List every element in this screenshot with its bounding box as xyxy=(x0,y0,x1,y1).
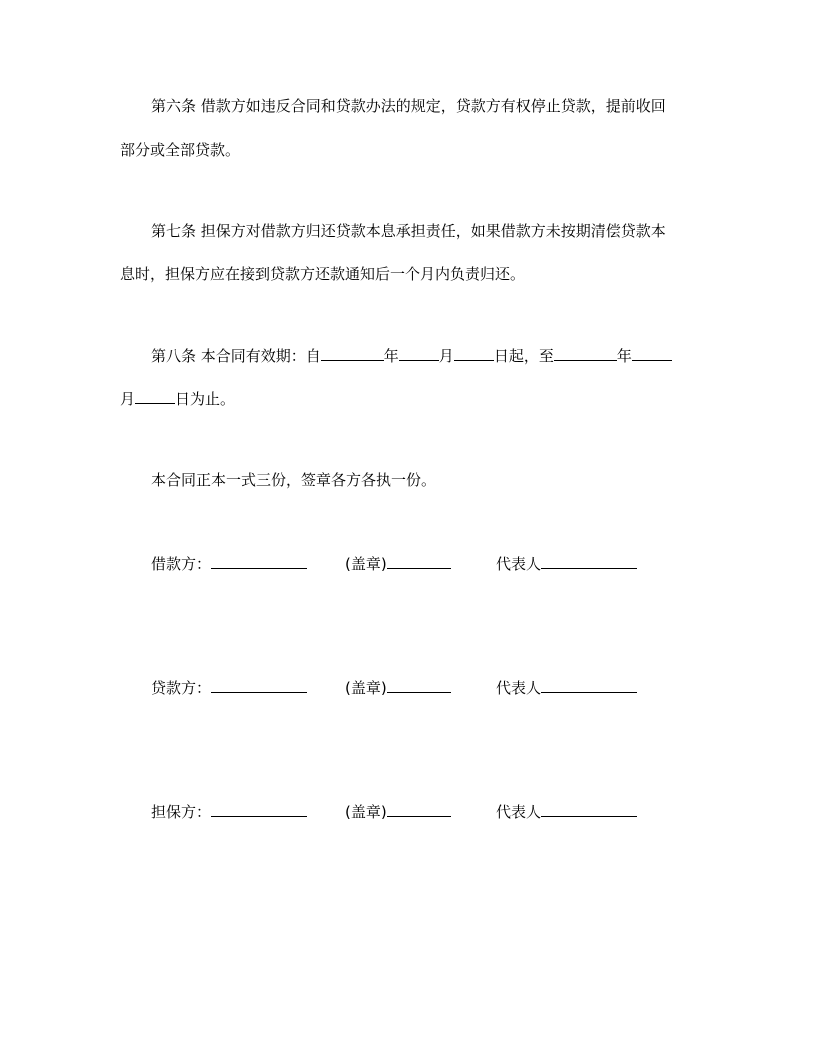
guarantor-seal-blank xyxy=(387,801,451,817)
borrower-label: 借款方： xyxy=(151,555,212,573)
lender-seal-blank xyxy=(387,677,451,693)
article-8-line-1 xyxy=(151,345,672,366)
end-year-blank xyxy=(554,345,617,361)
article-7-line-2: 息时，担保方应在接到贷款方还款通知后一个月内负责归还。 xyxy=(120,265,526,283)
guarantor-rep-blank xyxy=(541,801,637,817)
lender-seal xyxy=(345,677,451,698)
borrower-rep-blank xyxy=(541,553,637,569)
article-8-day-1: 日起，至 xyxy=(493,347,554,365)
borrower-rep xyxy=(496,553,637,574)
borrower-seal-label: (盖章) xyxy=(345,555,387,573)
borrower-name-blank xyxy=(211,553,307,569)
article-8-line-2 xyxy=(120,388,235,409)
start-year-blank xyxy=(321,345,384,361)
article-8-end: 日为止。 xyxy=(175,390,236,408)
guarantor-label: 担保方： xyxy=(151,803,212,821)
article-8-month-2: 月 xyxy=(120,390,136,408)
end-month-blank-1 xyxy=(632,345,672,361)
start-month-blank xyxy=(399,345,439,361)
lender-label: 贷款方： xyxy=(151,679,212,697)
article-8-month-1: 月 xyxy=(438,347,454,365)
guarantor-party xyxy=(151,801,307,822)
guarantor-seal-label: (盖章) xyxy=(345,803,387,821)
end-day-blank xyxy=(135,388,175,404)
copies-note: 本合同正本一式三份，签章各方各执一份。 xyxy=(151,471,437,489)
guarantor-seal xyxy=(345,801,451,822)
lender-rep xyxy=(496,677,637,698)
article-6-line-1: 第六条 借款方如违反合同和贷款办法的规定，贷款方有权停止贷款，提前收回 xyxy=(151,97,666,115)
lender-party xyxy=(151,677,307,698)
article-7-line-1: 第七条 担保方对借款方归还贷款本息承担责任，如果借款方未按期清偿贷款本 xyxy=(151,222,666,240)
start-day-blank xyxy=(454,345,494,361)
guarantor-rep-label: 代表人 xyxy=(496,803,542,821)
article-6-line-2: 部分或全部贷款。 xyxy=(120,141,241,159)
article-8-year-1: 年 xyxy=(383,347,399,365)
borrower-seal-blank xyxy=(387,553,451,569)
lender-name-blank xyxy=(211,677,307,693)
lender-rep-blank xyxy=(541,677,637,693)
article-8-year-2: 年 xyxy=(616,347,632,365)
borrower-rep-label: 代表人 xyxy=(496,555,542,573)
lender-rep-label: 代表人 xyxy=(496,679,542,697)
borrower-seal xyxy=(345,553,451,574)
lender-seal-label: (盖章) xyxy=(345,679,387,697)
article-8-prefix: 第八条 本合同有效期：自 xyxy=(151,347,321,365)
borrower-party xyxy=(151,553,307,574)
guarantor-rep xyxy=(496,801,637,822)
guarantor-name-blank xyxy=(211,801,307,817)
